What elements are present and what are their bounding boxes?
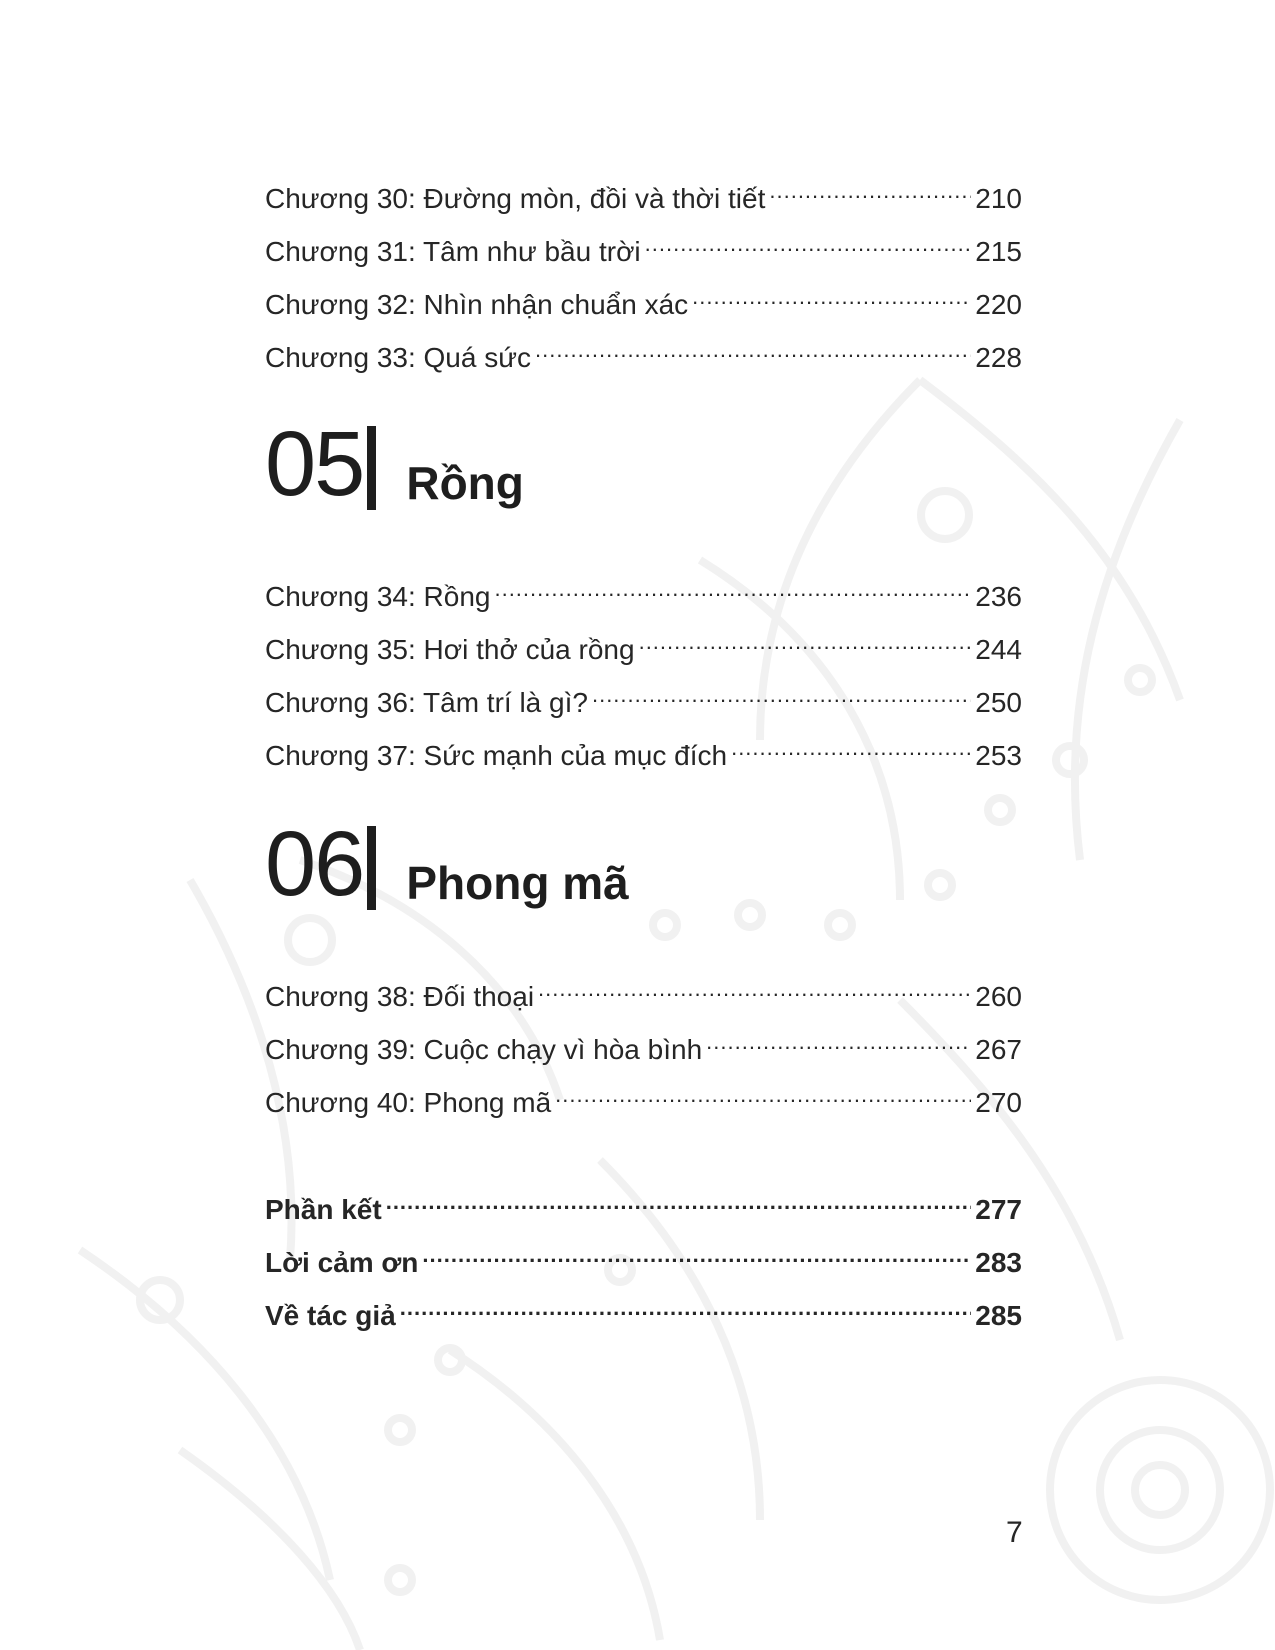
toc-entry-title: Chương 30: Đường mòn, đồi và thời tiết [265, 183, 766, 214]
dot-leader [692, 278, 971, 314]
toc-entry[interactable] [265, 729, 1022, 774]
toc-entry-title: Chương 37: Sức mạnh của mục đích [265, 740, 728, 771]
dot-leader [386, 1183, 972, 1219]
dot-leader [731, 729, 971, 765]
page-number: 7 [1006, 1516, 1023, 1549]
toc-entry-title: Chương 39: Cuộc chạy vì hòa bình [265, 1034, 703, 1065]
dot-leader [535, 331, 971, 367]
dot-leader [494, 570, 971, 606]
toc-back-matter-entry[interactable] [265, 1183, 1022, 1228]
toc-entry-page: 210 [975, 183, 1022, 214]
dot-leader [592, 676, 971, 712]
part-heading-05 [265, 413, 524, 515]
toc-entry-title: Chương 35: Hơi thở của rồng [265, 634, 635, 665]
toc-entry[interactable] [265, 1023, 1022, 1068]
toc-entry-title: Lời cảm ơn [265, 1247, 419, 1278]
part-divider-bar [367, 426, 376, 510]
toc-entry-page: 215 [975, 236, 1022, 267]
part-number: 05 [265, 413, 364, 515]
part-heading-06 [265, 813, 629, 915]
toc-entry-page: 285 [975, 1300, 1022, 1331]
toc-entry[interactable] [265, 278, 1022, 323]
part-title: Phong mã [406, 857, 629, 909]
dot-leader [639, 623, 972, 659]
dot-leader [645, 225, 972, 261]
part-title: Rồng [406, 457, 524, 509]
toc-entry-title: Chương 33: Quá sức [265, 342, 531, 373]
dot-leader [706, 1023, 971, 1059]
dot-leader [555, 1076, 971, 1112]
toc-entry-title: Chương 38: Đối thoại [265, 981, 535, 1012]
toc-entry-title: Chương 40: Phong mã [265, 1087, 552, 1118]
dot-leader [400, 1289, 972, 1325]
part-divider-bar [367, 826, 376, 910]
toc-entry[interactable] [265, 570, 1022, 615]
toc-entry-page: 260 [975, 981, 1022, 1012]
toc-entry[interactable] [265, 623, 1022, 668]
toc-entry-page: 277 [975, 1194, 1022, 1225]
toc-entry-page: 283 [975, 1247, 1022, 1278]
toc-entry-page: 220 [975, 289, 1022, 320]
toc-entry[interactable] [265, 172, 1022, 217]
part-number: 06 [265, 813, 364, 915]
toc-entry[interactable] [265, 225, 1022, 270]
toc-entry[interactable] [265, 970, 1022, 1015]
toc-entry[interactable] [265, 331, 1022, 376]
toc-entry-title: Chương 31: Tâm như bầu trời [265, 236, 641, 267]
toc-entry-page: 228 [975, 342, 1022, 373]
toc-entry-title: Chương 34: Rồng [265, 581, 491, 612]
toc-entry-title: Phần kết [265, 1194, 382, 1225]
toc-entry-title: Chương 36: Tâm trí là gì? [265, 687, 588, 718]
toc-entry-page: 267 [975, 1034, 1022, 1065]
toc-entry-page: 250 [975, 687, 1022, 718]
dot-leader [769, 172, 971, 208]
toc-back-matter-entry[interactable] [265, 1289, 1022, 1334]
toc-entry[interactable] [265, 1076, 1022, 1121]
dot-leader [422, 1236, 971, 1272]
toc-entry-page: 270 [975, 1087, 1022, 1118]
toc-entry-page: 236 [975, 581, 1022, 612]
toc-entry-page: 244 [975, 634, 1022, 665]
toc-entry-page: 253 [975, 740, 1022, 771]
toc-entry-title: Chương 32: Nhìn nhận chuẩn xác [265, 289, 689, 320]
toc-entry-title: Về tác giả [265, 1300, 396, 1331]
toc-back-matter-entry[interactable] [265, 1236, 1022, 1281]
dot-leader [538, 970, 971, 1006]
toc-entry[interactable] [265, 676, 1022, 721]
